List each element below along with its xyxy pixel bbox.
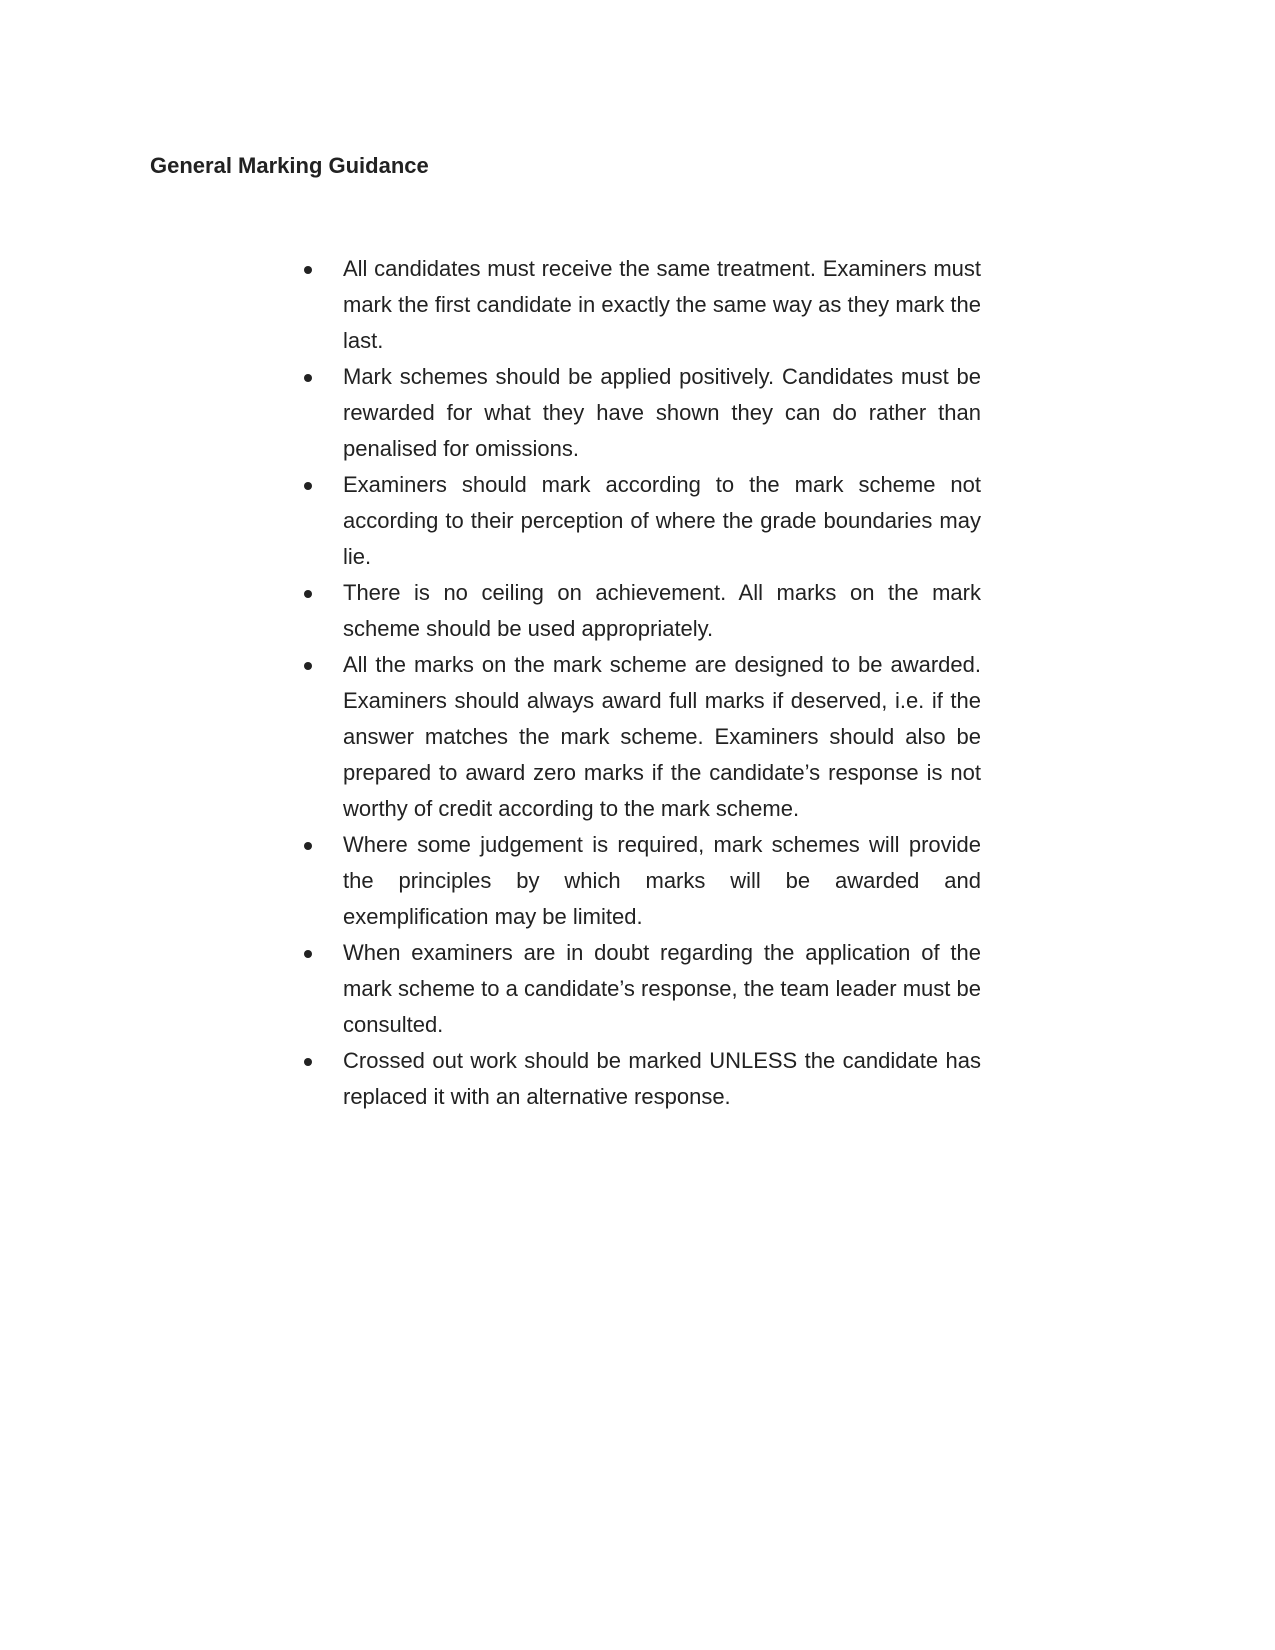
bullet-icon	[304, 950, 312, 958]
bullet-icon	[304, 482, 312, 490]
bullet-icon	[304, 266, 312, 274]
list-item-text: Where some judgement is required, mark schemes will provide the principles by which marks will be awarded and exemplification may be limited.	[343, 832, 981, 929]
list-item-text: There is no ceiling on achievement. All marks on the mark scheme should be used appropriately.	[343, 580, 981, 641]
list-item-text: All the marks on the mark scheme are designed to be awarded. Examiners should always award full marks if deserved, i.e. if the answer matches the mark scheme. Examiners should also be prepared to award zero marks if the candidate’s response is not worthy of credit according to the mark scheme.	[343, 652, 981, 821]
list-item	[301, 935, 981, 1043]
bullet-icon	[304, 842, 312, 850]
guidance-list	[301, 251, 981, 1115]
list-item	[301, 467, 981, 575]
list-item	[301, 251, 981, 359]
bullet-icon	[304, 374, 312, 382]
list-item	[301, 1043, 981, 1115]
list-item-text: When examiners are in doubt regarding the application of the mark scheme to a candidate’s response, the team leader must be consulted.	[343, 940, 981, 1037]
list-item	[301, 647, 981, 827]
bullet-icon	[304, 590, 312, 598]
list-item-text: Mark schemes should be applied positively. Candidates must be rewarded for what they have shown they can do rather than penalised for omissions.	[343, 364, 981, 461]
page-title: General Marking Guidance	[150, 153, 429, 178]
list-item-text: All candidates must receive the same treatment. Examiners must mark the first candidate in exactly the same way as they mark the last.	[343, 256, 981, 353]
list-item-text: Crossed out work should be marked UNLESS the candidate has replaced it with an alternative response.	[343, 1048, 981, 1109]
list-item	[301, 827, 981, 935]
bullet-icon	[304, 1058, 312, 1066]
bullet-icon	[304, 662, 312, 670]
list-item-text: Examiners should mark according to the mark scheme not according to their perception of where the grade boundaries may lie.	[343, 472, 981, 569]
list-item	[301, 575, 981, 647]
list-item	[301, 359, 981, 467]
